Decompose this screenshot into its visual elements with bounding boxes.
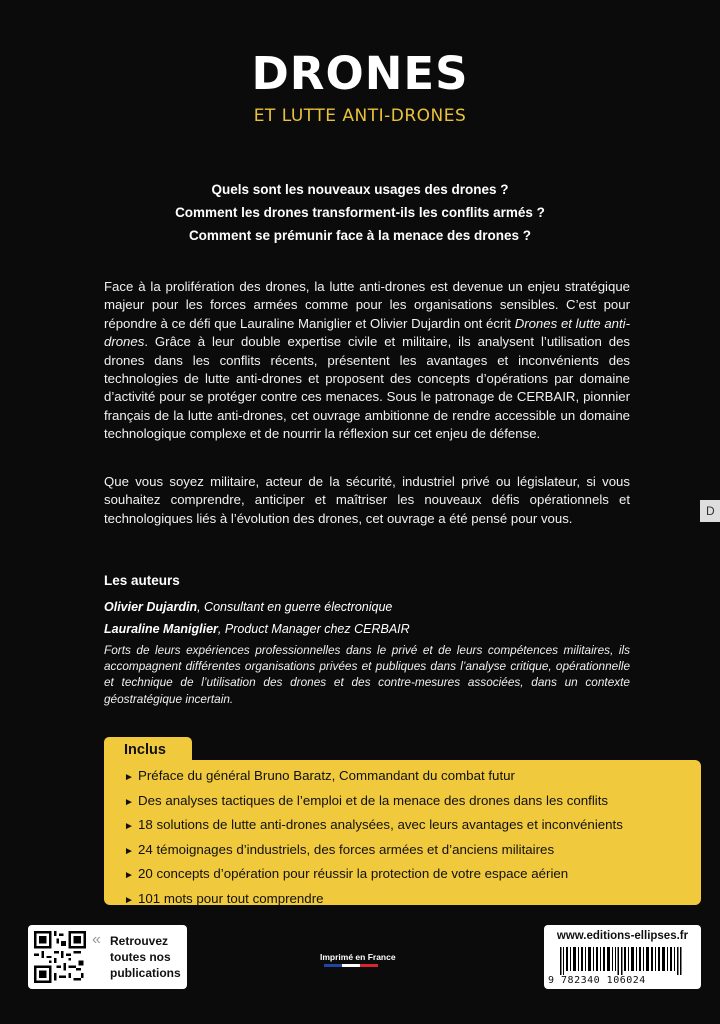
- triangle-bullet-icon: ►: [124, 870, 134, 881]
- book-title: DRONES: [251, 47, 469, 100]
- list-item: ► Des analyses tactiques de l’emploi et de la menace des drones dans les conflits: [124, 790, 701, 815]
- book-subtitle: ET LUTTE ANTI-DRONES: [253, 106, 467, 126]
- triangle-bullet-icon: ►: [124, 821, 134, 832]
- qr-caption: Retrouvez toutes nos publications: [110, 934, 181, 980]
- side-tab[interactable]: D: [700, 500, 720, 522]
- author-2: Lauraline Maniglier, Product Manager chez CERBAIR: [104, 622, 410, 636]
- qr-code-panel[interactable]: [28, 925, 187, 989]
- publisher-website[interactable]: www.editions-ellipses.fr: [556, 930, 689, 942]
- qr-code-icon[interactable]: [34, 931, 86, 983]
- key-questions: [60, 178, 660, 247]
- triangle-bullet-icon: ►: [124, 894, 134, 906]
- authors-bio: Forts de leurs expériences professionnelles dans le privé et de leurs compétences militaires, ils accompagnent différentes organisations privées et publiques dans l’analyse critique, opérationnelle et technique de l’utilisation des drones et des contre-mesures associées, dans un contexte géostratégique incertain.: [104, 643, 630, 706]
- authors-heading: Les auteurs: [104, 573, 180, 588]
- printed-in-france: Imprimé en France: [320, 952, 396, 962]
- barcode-icon: [560, 947, 685, 975]
- triangle-bullet-icon: ►: [124, 845, 134, 857]
- list-item: ► 18 solutions de lutte anti-drones analysées, avec leurs avantages et inconvénients: [124, 814, 701, 839]
- list-item: ► 20 concepts d’opération pour réussir la protection de votre espace aérien: [124, 863, 701, 888]
- list-item: ► Préface du général Bruno Baratz, Commandant du combat futur: [124, 765, 701, 790]
- list-item: ► 101 mots pour tout comprendre: [124, 888, 701, 913]
- book-title-inline: Drones et lutte anti-drones: [104, 315, 630, 350]
- question-2: Comment les drones transforment-ils les conflits armés ?: [175, 205, 545, 220]
- inclus-list: [104, 760, 701, 905]
- isbn-number: 9 782340 106024: [548, 975, 646, 986]
- question-1: Quels sont les nouveaux usages des drones ?: [211, 182, 509, 197]
- inclus-label: Inclus: [104, 737, 192, 763]
- list-item: ► 24 témoignages d’industriels, des forces armées et d’anciens militaires: [124, 839, 701, 864]
- double-chevron-left-icon: «: [92, 931, 101, 948]
- french-flag-icon: [324, 964, 380, 967]
- triangle-bullet-icon: ►: [124, 772, 134, 783]
- description-paragraph-1: Face à la prolifération des drones, la lutte anti-drones est devenue un enjeu stratégique majeur pour les forces armées comme pour les organisations sensibles. C’est pour répondre à ce défi que Lauraline Maniglier et Olivier Dujardin ont écrit Drones et lutte anti-drones. Grâce à leur double expertise civile et militaire, ils analysent l’utilisation des drones dans les conflits récents, présentent les avantages et inconvénients des technologies de lutte anti-drones et proposent des concepts d’opérations par domaine d’activité pour se protéger contre ces menaces. Sous le patronage de CERBAIR, pionnier français de la lutte anti-drones, cet ouvrage ambitionne de rendre accessible un domaine technologique complexe et de nourrir la réflexion sur cet enjeu de défense.: [104, 279, 630, 442]
- barcode-panel: [544, 925, 701, 989]
- author-1: Olivier Dujardin, Consultant en guerre électronique: [104, 600, 393, 614]
- description-paragraph-2: Que vous soyez militaire, acteur de la sécurité, industriel privé ou législateur, si vous souhaitez comprendre, anticiper et maîtriser les nouveaux défis opérationnels et technologiques liés à l’évolution des drones, cet ouvrage a été pensé pour vous.: [104, 474, 630, 526]
- triangle-bullet-icon: ►: [124, 796, 134, 808]
- question-3: Comment se prémunir face à la menace des drones ?: [188, 228, 532, 243]
